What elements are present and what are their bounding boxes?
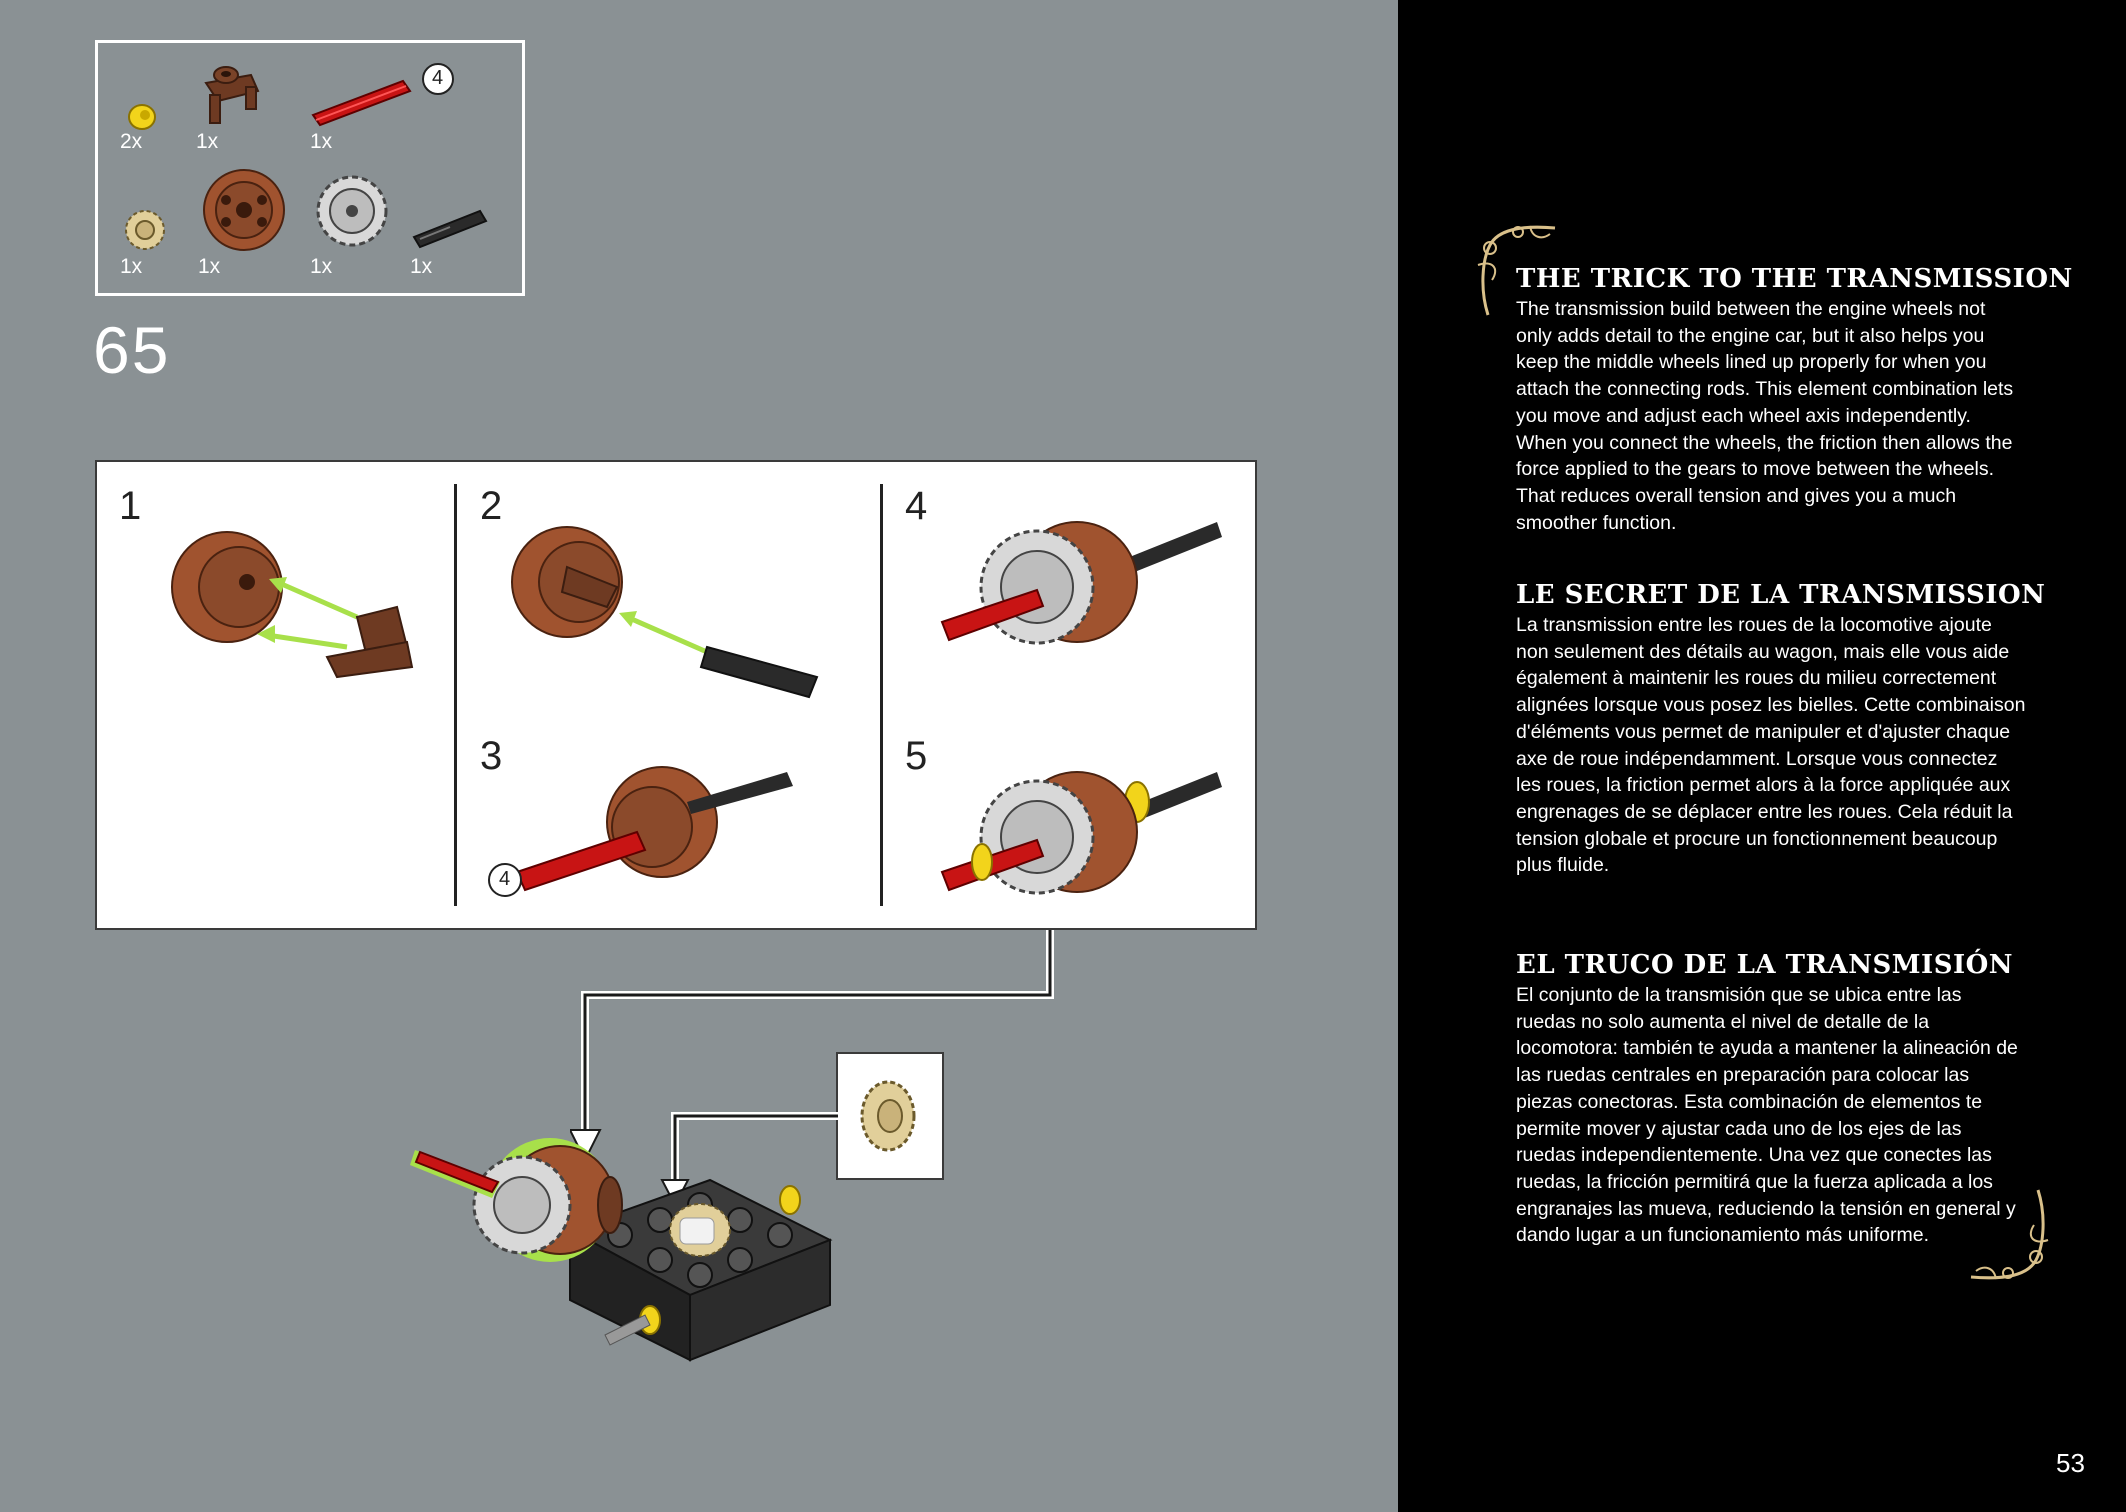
substep-label: 1	[119, 484, 142, 528]
substep-label: 5	[905, 734, 928, 778]
french-title: LE SECRET DE LA TRANSMISSION	[1516, 580, 2046, 610]
tan-gear-icon	[123, 208, 173, 258]
part-qty: 1x	[410, 255, 433, 278]
substep5-illustration	[937, 752, 1237, 932]
main-assembly-illustration	[410, 1120, 850, 1370]
english-body: The transmission build between the engine wheels not only adds detail to the engine car, but it also helps you keep the middle wheels lined up properly for when you attach the connecting rods. This element combination lets you move and adjust each wheel axis independently. When you connect the wheels, the friction then allows the force applied to the gears to move between the wheels. That reduces overall tension and gives you a much smoother function.	[1516, 298, 2014, 534]
english-section	[1516, 262, 2073, 536]
english-title: THE TRICK TO THE TRANSMISSION	[1516, 264, 2073, 294]
spanish-section	[1516, 948, 2026, 1249]
french-section	[1516, 578, 2046, 879]
callout-number: 4	[432, 67, 444, 89]
part-qty: 1x	[198, 255, 221, 278]
brown-lever-icon	[196, 61, 276, 131]
substeps-panel	[95, 460, 1257, 930]
inset-part-callout	[836, 1052, 944, 1180]
parts-list	[95, 40, 525, 296]
step-number: 65	[93, 313, 171, 387]
substep-divider	[454, 484, 457, 906]
part-qty: 1x	[120, 255, 143, 278]
red-axle-icon	[308, 63, 438, 133]
gray-gear-icon	[312, 173, 402, 263]
part-qty: 1x	[196, 130, 219, 153]
substep-label: 2	[480, 484, 503, 528]
substep4-illustration	[937, 502, 1237, 682]
substep2-illustration	[507, 507, 847, 717]
black-axle-pin-icon	[410, 203, 500, 253]
part-qty: 1x	[310, 130, 333, 153]
tan-gear-icon	[838, 1054, 942, 1178]
brown-hub-icon	[198, 168, 298, 258]
part-qty: 1x	[310, 255, 333, 278]
substep3-illustration	[487, 752, 827, 922]
substep1-illustration	[157, 507, 417, 707]
callout-number: 4	[499, 868, 511, 890]
spanish-title: EL TRUCO DE LA TRANSMISIÓN	[1516, 950, 2014, 980]
substep-label: 4	[905, 484, 928, 528]
corner-ornament-bottom-icon	[1966, 1185, 2056, 1285]
french-body: La transmission entre les roues de la locomotive ajoute non seulement des détails au wagon, mais elle vous aide également à maintenir les roues du milieu correctement alignées lorsque vous posez les bielles. Cette combinaison d'éléments vous permet de manipuler et d'ajuster chaque axe de roue indépendamment. Lorsque vous connectez les roues, la friction permet alors à la force appliquée aux engrenages de se déplacer entre les roues. Cela réduit la tension globale et procure un fonctionnement beaucoup plus fluide.	[1516, 614, 2026, 877]
page-number: 53	[2056, 1448, 2085, 1478]
part-qty: 2x	[120, 130, 143, 153]
substep-label: 3	[480, 734, 503, 778]
substep-divider	[880, 484, 883, 906]
spanish-body: El conjunto de la transmisión que se ubica entre las ruedas no solo aumenta el nivel de detalle de la locomotora: también te ayuda a mantener la alineación de las ruedas centrales en preparación para colocar las piezas conectoras. Esta combinación de elementos te permite mover y ajustar cada uno de los ejes de las ruedas independientemente. Una vez que conectes las ruedas, la fricción permitirá que la fuerza aplicada a los engranajes las mueva, reduciendo la tensión en general y dando lugar a un funcionamiento más uniforme.	[1516, 984, 2018, 1247]
